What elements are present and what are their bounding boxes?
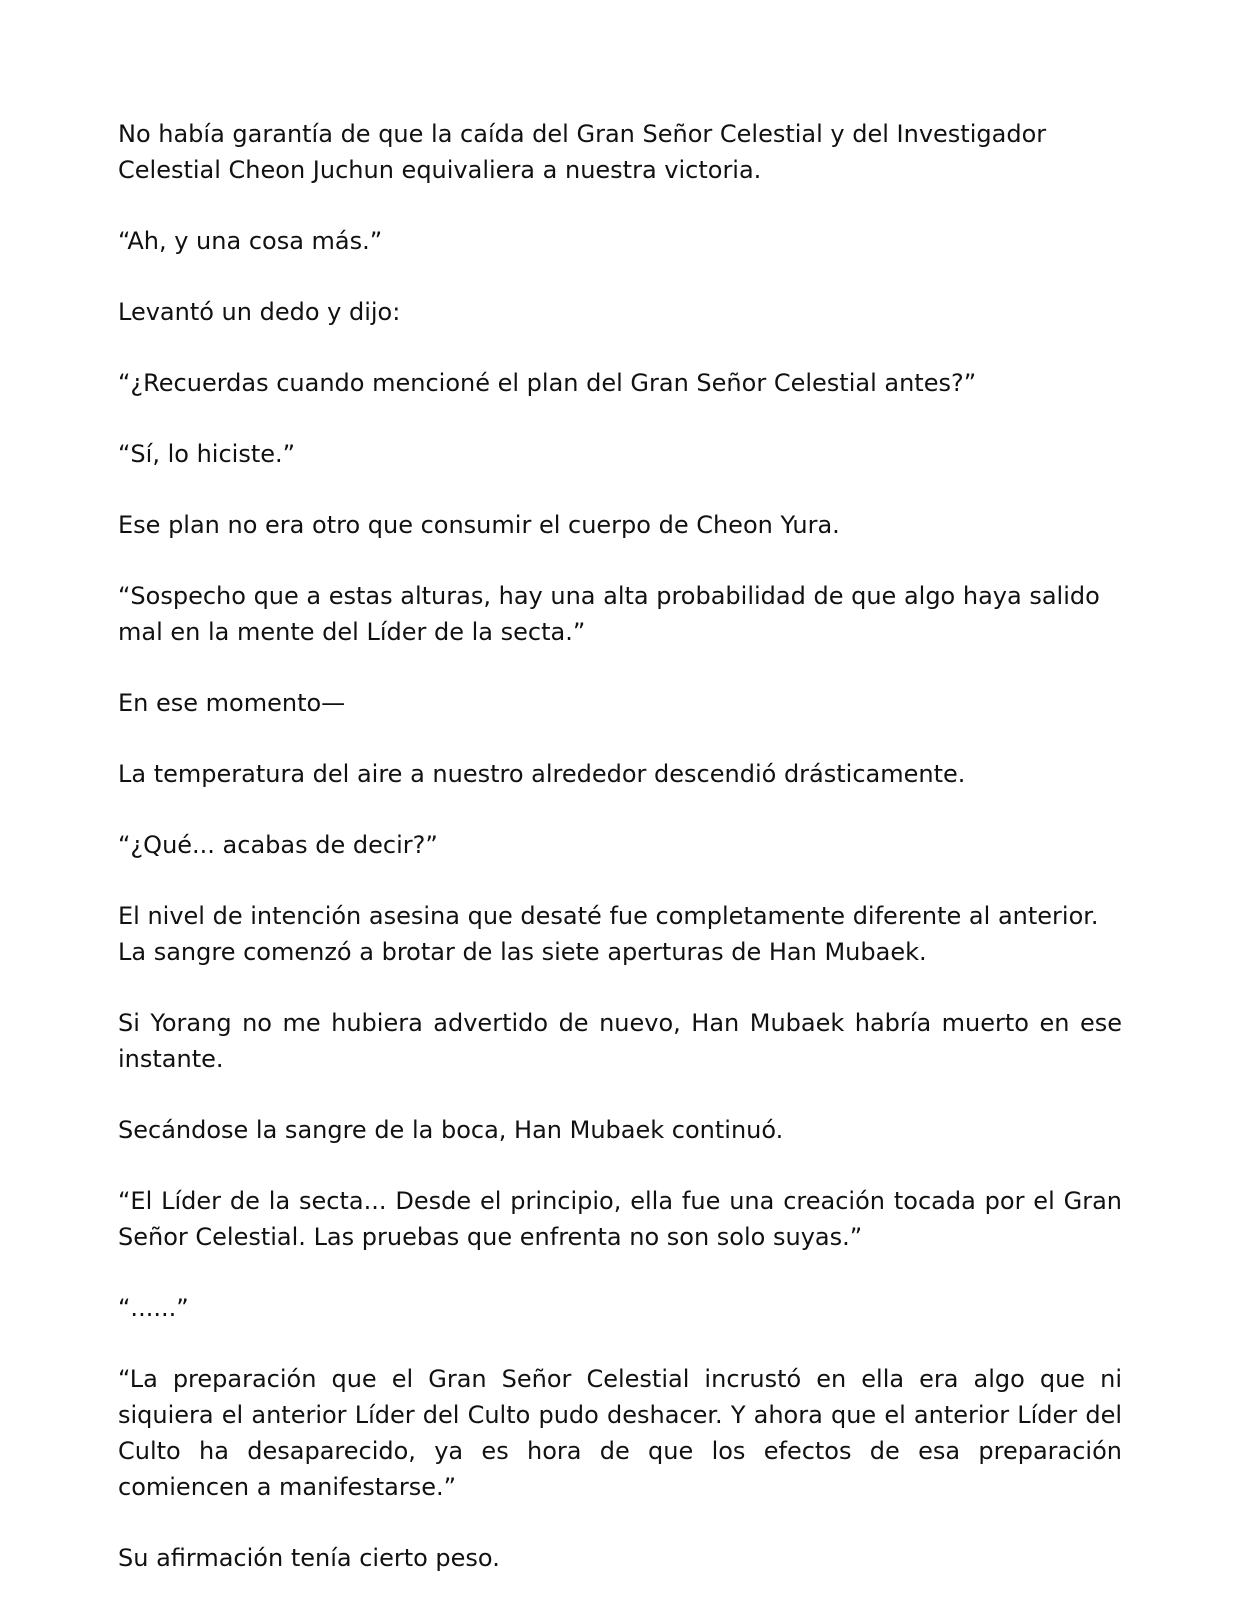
- paragraph-13: Secándose la sangre de la boca, Han Mubaek continuó.: [118, 1116, 784, 1144]
- paragraph-1: No había garantía de que la caída del Gran Señor Celestial y del Investigador Celestial Cheon Juchun equivaliera a nuestra victoria.: [118, 120, 1047, 184]
- paragraph-10: “¿Qué... acabas de decir?”: [118, 831, 438, 859]
- paragraph-15: “......”: [118, 1294, 189, 1322]
- paragraph-3: Levantó un dedo y dijo:: [118, 298, 401, 326]
- paragraph-6: Ese plan no era otro que consumir el cuerpo de Cheon Yura.: [118, 511, 840, 539]
- paragraph-12: Si Yorang no me hubiera advertido de nuevo, Han Mubaek habría muerto en ese instante.: [118, 1009, 1122, 1073]
- paragraph-17: Su afirmación tenía cierto peso.: [118, 1544, 500, 1572]
- paragraph-14: “El Líder de la secta... Desde el principio, ella fue una creación tocada por el Gran Señor Celestial. Las pruebas que enfrenta no son solo suyas.”: [118, 1187, 1122, 1251]
- document-page: [118, 116, 1122, 1611]
- paragraph-9: La temperatura del aire a nuestro alrededor descendió drásticamente.: [118, 760, 966, 788]
- paragraph-2: “Ah, y una cosa más.”: [118, 227, 383, 255]
- paragraph-4: “¿Recuerdas cuando mencioné el plan del Gran Señor Celestial antes?”: [118, 369, 977, 397]
- paragraph-11: El nivel de intención asesina que desaté fue completamente diferente al anterior. La sangre comenzó a brotar de las siete aperturas de Han Mubaek.: [118, 902, 1099, 966]
- paragraph-16: “La preparación que el Gran Señor Celestial incrustó en ella era algo que ni siquiera el anterior Líder del Culto pudo deshacer. Y ahora que el anterior Líder del Culto ha desaparecido, ya es hora de que los efectos de esa preparación comiencen a manifestarse.”: [118, 1365, 1122, 1501]
- paragraph-5: “Sí, lo hiciste.”: [118, 440, 296, 468]
- paragraph-8: En ese momento—: [118, 689, 346, 717]
- paragraph-7: “Sospecho que a estas alturas, hay una alta probabilidad de que algo haya salido mal en la mente del Líder de la secta.”: [118, 582, 1100, 646]
